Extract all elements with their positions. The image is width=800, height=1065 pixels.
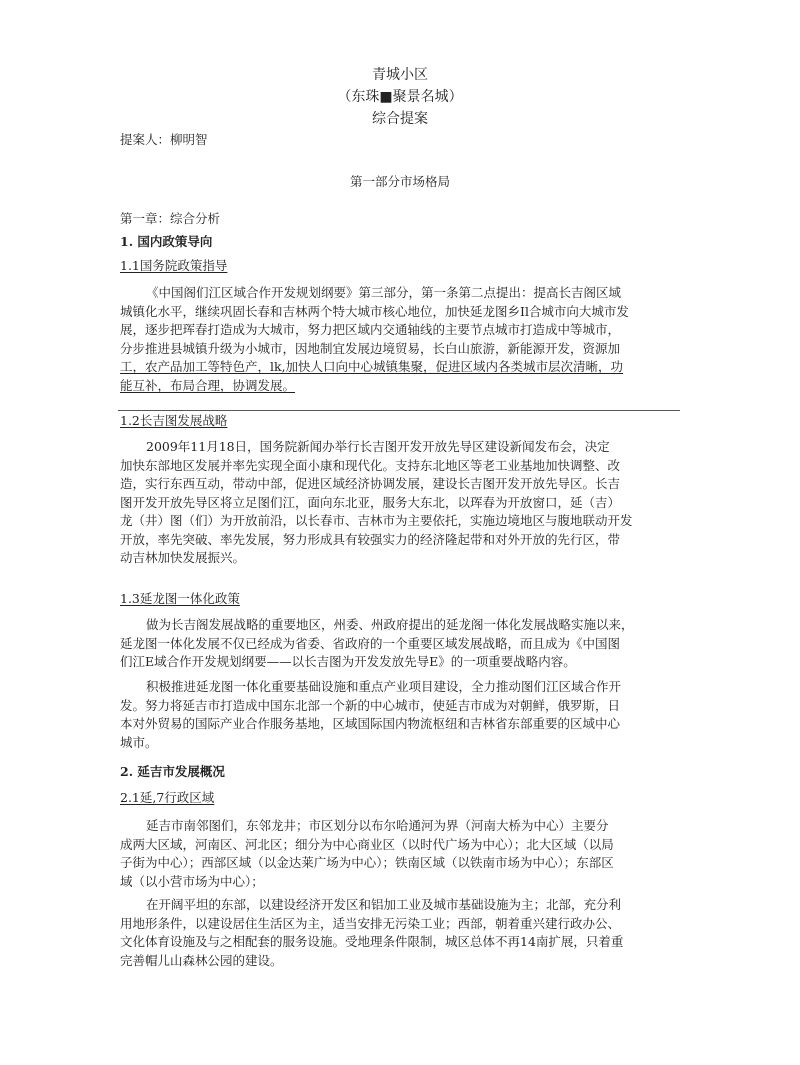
paragraph-6 (120, 896, 685, 970)
paragraph-line: 子街为中心）；西部区域（以金达莱广场为中心）；铁南区域（以铁南市场为中心）；东部区 (120, 855, 614, 870)
paragraph-line: 加快东部地区发展并率先实现全面小康和现代化。支持东北地区等老工业基地加快调整、改 (120, 457, 621, 473)
paragraph-line: 域（以小营市场为中心）； (120, 873, 264, 889)
paragraph-1 (120, 284, 685, 395)
paragraph-line: 在开阔平坦的东部，以建设经济开发区和铝加工业及城市基础设施为主；北部，充分利 (146, 897, 622, 912)
paragraph-line: 图开发开放先导区将立足图们江，面向东北亚，服务大东北，以珲春为开放窗口，延（吉） (120, 494, 621, 510)
paragraph-line: 展，逐步把珲春打造成为大城市，努力把区域内交通轴线的主要节点城市打造成中等城市， (120, 322, 621, 337)
doc-title-line2: （东珠■聚景名城） (337, 89, 463, 105)
paragraph-line: 城市。 (120, 734, 158, 750)
paragraph-line: 分步推进县城镇升级为小城市，因地制宜发展边境贸易，长白山旅游，新能源开发，资源加 (120, 340, 621, 356)
paragraph-line: 成两大区域，河南区、河北区；细分为中心商业区（以时代广场为中心）；北大区域（以局 (120, 836, 614, 852)
section-heading-1: 1. 国内政策导向 (120, 234, 213, 249)
paragraph-line: 们江E域合作开发规划纲要——以长吉图为开发发放先导E》的一项重要战略内容。 (120, 654, 576, 669)
section-heading-2: 2. 延吉市发展概况 (120, 764, 225, 779)
paragraph-line: 造，实行东西互动，带动中部，促进区域经济协调发展，建设长吉图开发开放先导区。长吉 (120, 476, 621, 491)
paragraph-line: 动吉林加快发展振兴。 (120, 550, 246, 565)
subsection-heading-1-2: 1.2长吉图发展战略 (120, 413, 228, 428)
paragraph-4 (120, 678, 685, 752)
paragraph-line: 延吉市南邻图们，东邻龙井；市区划分以布尔哈通河为界（河南大桥为中心）主要分 (146, 818, 609, 833)
proposer-line: 提案人：柳明智 (120, 132, 208, 147)
paragraph-line: 用地形条件，以建设居住生活区为主，适当安排无污染工业；西部，朝着重兴建行政办公、 (120, 915, 621, 931)
paragraph-line: 积极推进延龙图一体化重要基础设施和重点产业项目建设，全力推动图们江区域合作开 (146, 679, 622, 694)
doc-title-line1: 青城小区 (372, 67, 428, 83)
part-title: 第一部分市场格局 (349, 174, 450, 189)
paragraph-line: 《中国阁们江区域合作开发规划纲要》第三部分，第一条第二点提出：提高长吉阁区域 (146, 285, 622, 300)
subsection-heading-2-1: 2.1延,7行政区域 (120, 790, 215, 805)
horizontal-rule (118, 410, 680, 411)
paragraph-line: 本对外贸易的国际产业合作服务基地，区域国际国内物流枢纽和吉林省东部重要的区域中心 (120, 716, 621, 731)
paragraph-line: 能互补，布局合理，协调发展。 (120, 377, 296, 393)
paragraph-3 (120, 616, 685, 672)
paragraph-2 (120, 438, 685, 568)
paragraph-line: 完善帽儿山森林公园的建设。 (120, 952, 283, 968)
paragraph-line: 开放，率先突破、率先发展，努力形成具有较强实力的经济隆起带和对外开放的先行区，带 (120, 531, 621, 547)
paragraph-line: 工，农产品加工等特色产，lk,加快人口向中心城镇集聚，促进区域内各类城市层次清晰，功 (120, 359, 624, 374)
paragraph-5 (120, 817, 685, 891)
paragraph-line: 龙（井）图（们）为开放前沿，以长春市、吉林市为主要依托，实施边境地区与腹地联动开发 (120, 513, 633, 528)
paragraph-line: 做为长吉阁发展战略的重要地区，州委、州政府提出的延龙阁一体化发展战略实施以来， (146, 617, 634, 632)
subsection-heading-1-1: 1.1国务院政策指导 (120, 258, 228, 273)
chapter-heading: 第一章：综合分析 (120, 211, 221, 226)
paragraph-line: 2009年11月18日，国务院新闻办举行长吉图开发开放先导区建设新闻发布会，决定 (146, 439, 610, 454)
doc-title-line3: 综合提案 (372, 111, 428, 127)
paragraph-line: 文化体育设施及与之相配套的服务设施。受地理条件限制，城区总体不再14南扩展，只着重 (120, 934, 624, 949)
paragraph-line: 城镇化水平，继续巩固长春和吉林两个特大城市核心地位，加快延龙图乡Il合城市向大城市发 (120, 303, 629, 319)
paragraph-line: 发。努力将延吉市打造成中国东北部一个新的中心城市，使延吉市成为对朝鲜，俄罗斯，日 (120, 697, 621, 713)
subsection-heading-1-3: 1.3延龙图一体化政策 (120, 591, 240, 606)
paragraph-line: 延龙图一体化发展不仅已经成为省委、省政府的一个重要区域发展战略，而且成为《中国图 (120, 635, 621, 651)
